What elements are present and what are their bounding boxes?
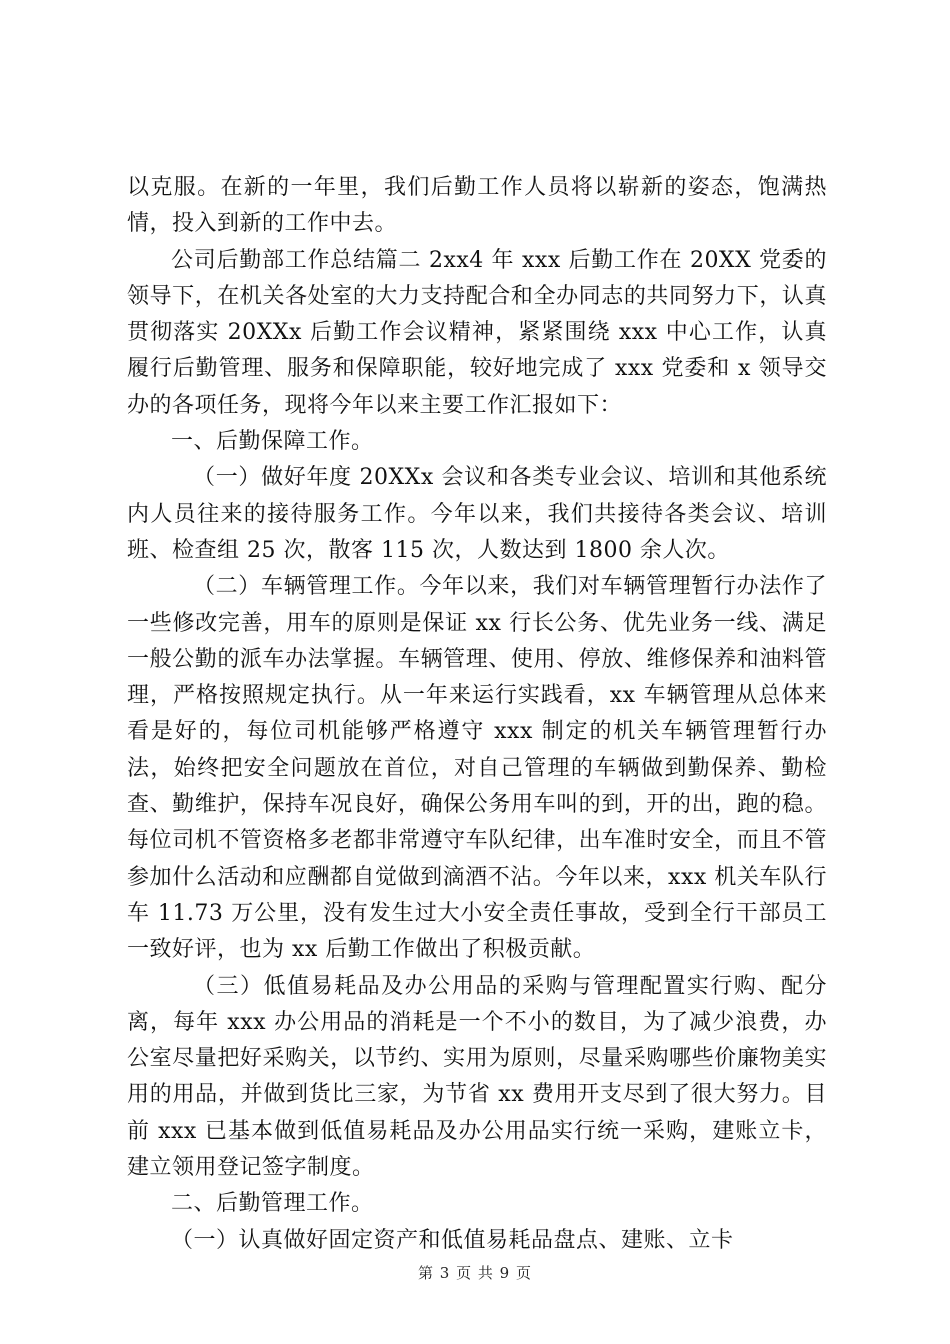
document-body [127, 170, 827, 1259]
paragraph-intro: 公司后勤部工作总结篇二 2xx4 年 xxx 后勤工作在 20XX 党委的领导下，在机关各处室的大力支持配合和全办同志的共同努力下，认真贯彻落实 20XXx 后勤工作会议精神，紧紧围绕 xxx 中心工作，认真履行后勤管理、服务和保障职能，较好地完成了 xxx 党委和 x 领导交办的各项任务，现将今年以来主要工作汇报如下： [127, 247, 827, 418]
paragraph-continuation: 以克服。在新的一年里，我们后勤工作人员将以崭新的姿态，饱满热情，投入到新的工作中去。 [127, 175, 827, 237]
section-heading-logistics-support: 一、后勤保障工作。 [171, 429, 374, 455]
paragraph-reception-service: （一）做好年度 20XXx 会议和各类专业会议、培训和其他系统内人员往来的接待服务工作。今年以来，我们共接待各类会议、培训班、检查组 25 次，散客 115 次，人数达到 1800 余人次。 [127, 465, 827, 563]
paragraph-office-supplies: （三）低值易耗品及办公用品的采购与管理配置实行购、配分离，每年 xxx 办公用品的消耗是一个不小的数目，为了减少浪费，办公室尽量把好采购关，以节约、实用为原则，尽量采购哪些价廉物美实用的用品，并做到货比三家，为节省 xx 费用开支尽到了很大努力。目前 xxx 已基本做到低值易耗品及办公用品实行统一采购，建账立卡，建立领用登记签字制度。 [127, 973, 827, 1181]
paragraph-vehicle-management: （二）车辆管理工作。今年以来，我们对车辆管理暂行办法作了一些修改完善，用车的原则是保证 xx 行长公务、优先业务一线、满足一般公勤的派车办法掌握。车辆管理、使用、停放、维修保养和油料管理，严格按照规定执行。从一年来运行实践看，xx 车辆管理从总体来看是好的，每位司机能够严格遵守 xxx 制定的机关车辆管理暂行办法，始终把安全问题放在首位，对自己管理的车辆做到勤保养、勤检查、勤维护，保持车况良好，确保公务用车叫的到，开的出，跑的稳。每位司机不管资格多老都非常遵守车队纪律，出车准时安全，而且不管参加什么活动和应酬都自觉做到滴酒不沾。今年以来，xxx 机关车队行车 11.73 万公里，没有发生过大小安全责任事故，受到全行干部员工一致好评，也为 xx 后勤工作做出了积极贡献。 [127, 574, 827, 963]
section-heading-logistics-management: 二、后勤管理工作。 [171, 1191, 374, 1217]
page-footer: 第 3 页 共 9 页 [418, 1264, 532, 1282]
paragraph-fixed-assets: （一）认真做好固定资产和低值易耗品盘点、建账、立卡 [171, 1227, 734, 1253]
